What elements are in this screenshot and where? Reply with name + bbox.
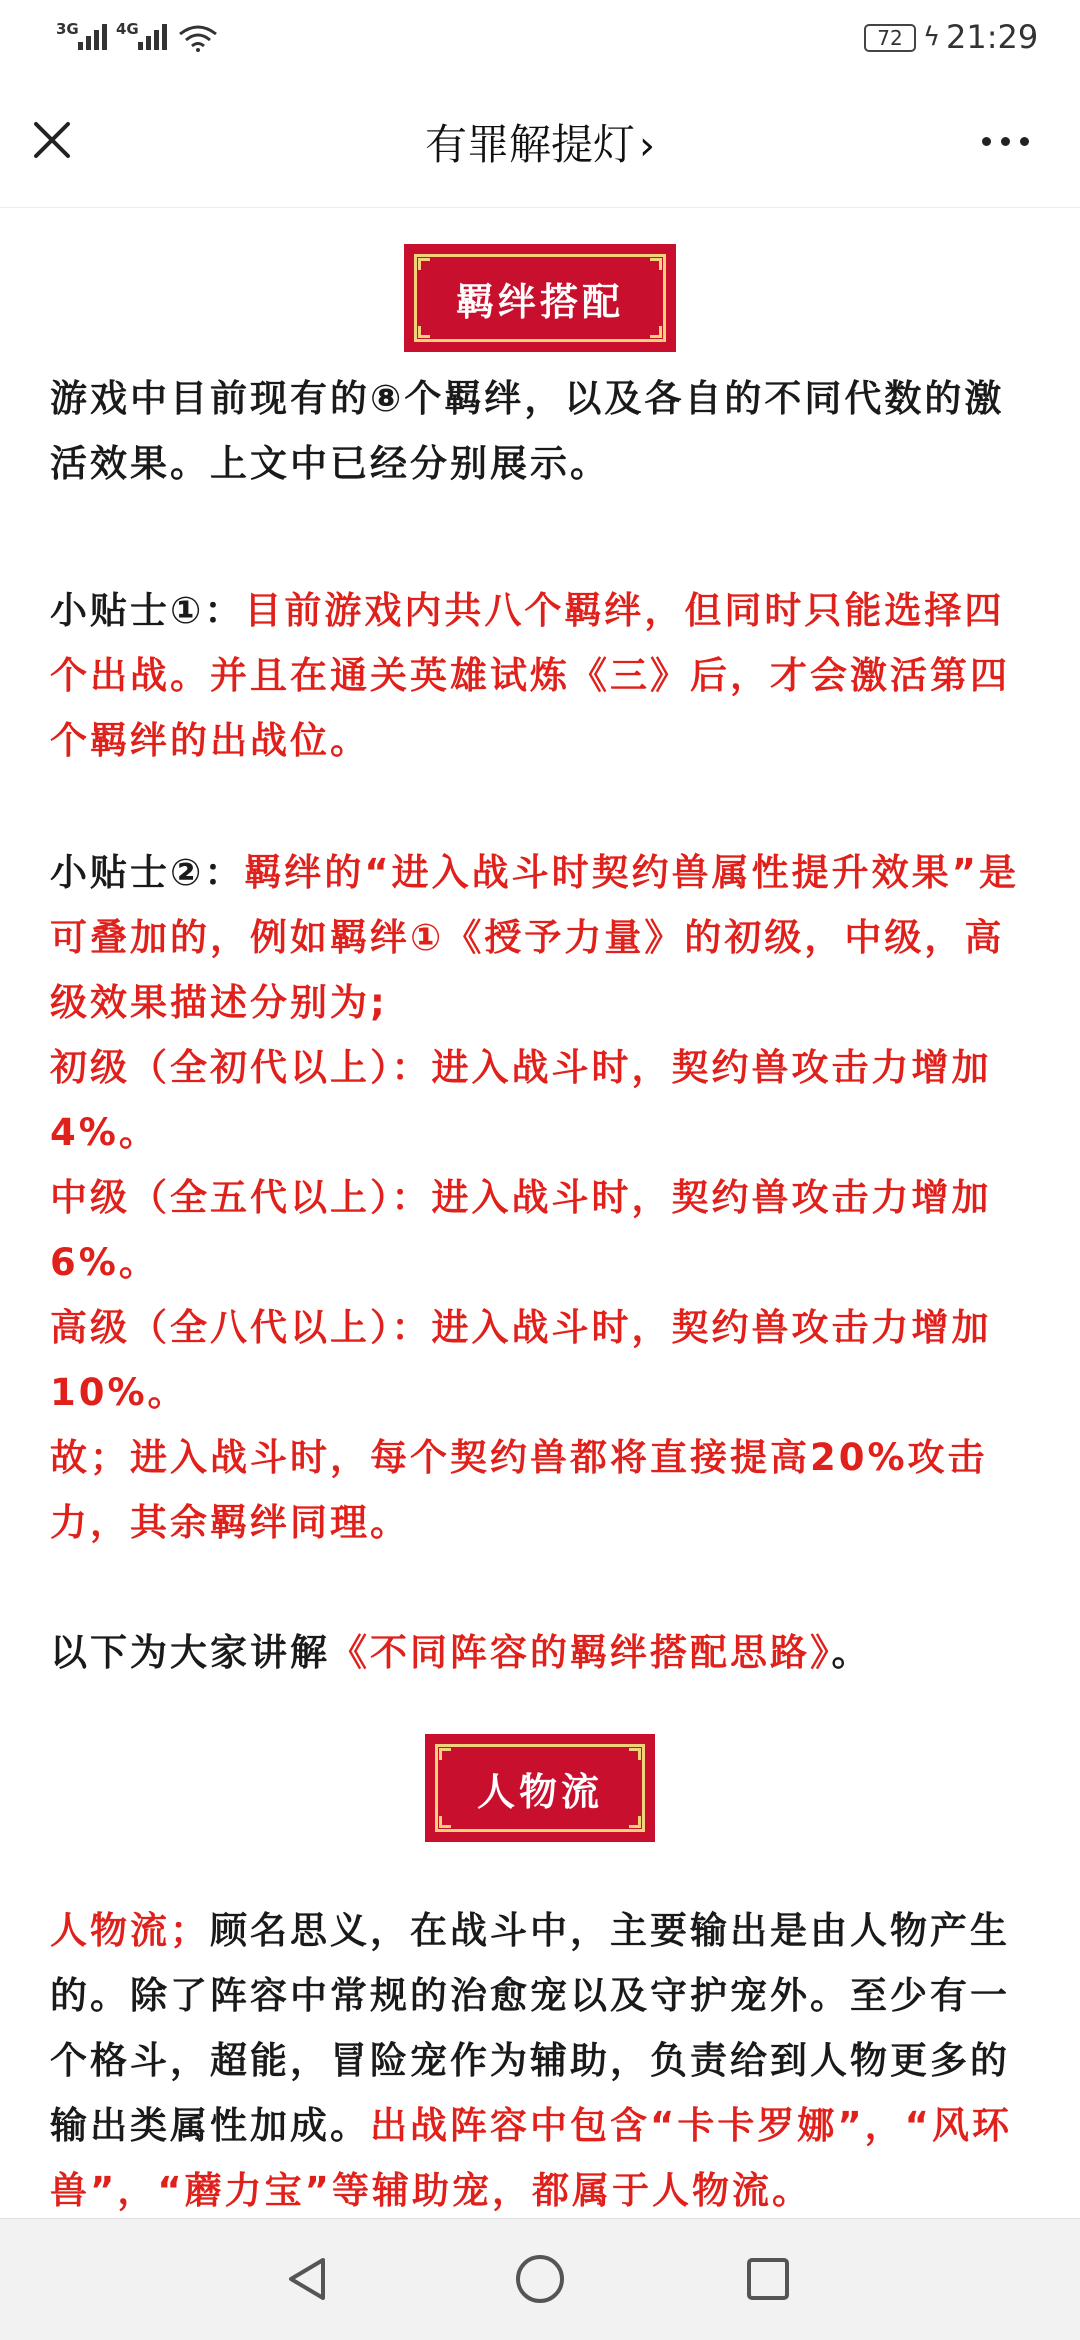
article-content[interactable] [0,208,1080,2218]
renwuliu-highlight: 出战阵容中包含“卡卡罗娜”，“风环兽”，“蘑力宝”等辅助宠，都属于人物流。 [50,2104,1012,2212]
recents-square-icon [743,2254,793,2304]
intro-paragraph: 游戏中目前现有的⑧个羁绊，以及各自的不同代数的激活效果。上文中已经分别展示。 [50,377,1005,485]
charging-icon: ϟ [923,22,941,52]
tip1-text: 目前游戏内共八个羁绊，但同时只能选择四个出战。并且在通关英雄试炼《三》后，才会激活第四个羁绊的出战位。 [50,589,1010,762]
wifi-icon [176,22,220,52]
section-badge-jiban [404,244,676,352]
section-badge-renwuliu [425,1734,655,1842]
battery-indicator: 72 [864,24,916,52]
outro-prefix: 以下为大家讲解 [50,1631,330,1674]
close-icon [32,120,72,160]
outro-highlight: 《不同阵容的羁绊搭配思路》 [330,1631,832,1674]
sim1-signal-icon [56,18,107,50]
sim2-signal-icon [116,18,167,50]
home-button[interactable] [510,2249,570,2309]
title-text: 有罪解提灯 [424,120,635,169]
page-title[interactable] [240,112,840,172]
sim2-label: 4G [116,20,139,38]
system-nav-bar [0,2218,1080,2340]
more-icon [982,137,991,146]
tip2-paragraph [50,840,1034,1035]
tip2-level-1: 初级（全初代以上）：进入战斗时，契约兽攻击力增加4%。 [50,1046,992,1154]
tip2-level-2: 中级（全五代以上）：进入战斗时，契约兽攻击力增加6%。 [50,1176,992,1284]
renwuliu-text: 顾名思义，在战斗中，主要输出是由人物产生的。除了阵容中常规的治愈宠以及守护宠外。至少有一个格斗，超能，冒险宠作为辅助，负责给到人物更多的输出类属性加成。 [50,1909,1010,2147]
outro-paragraph [50,1620,1034,1685]
home-circle-icon [513,2252,567,2306]
close-button[interactable] [22,110,82,170]
clock: 21:29 [946,18,1039,56]
tip2-text: 羁绊的“进入战斗时契约兽属性提升效果”是可叠加的，例如羁绊①《授予力量》的初级，中级，高级效果描述分别为; [50,851,1019,1024]
chevron-right-icon: › [639,123,655,169]
renwuliu-paragraph [50,1898,1034,2218]
section-badge-label: 羁绊搭配 [414,254,666,342]
status-bar [0,0,1080,72]
top-bar [0,72,1080,208]
section-badge-label: 人物流 [435,1744,645,1832]
renwuliu-label: 人物流； [50,1909,210,1952]
back-button[interactable] [278,2249,338,2309]
outro-suffix: 。 [831,1631,872,1674]
sim1-label: 3G [56,20,79,38]
tip2-level-3: 高级（全八代以上）：进入战斗时，契约兽攻击力增加10%。 [50,1306,992,1414]
recents-button[interactable] [738,2249,798,2309]
tip1-label: 小贴士①： [50,589,245,632]
tip2-label: 小贴士②： [50,851,245,894]
tip2-conclusion: 故；进入战斗时，每个契约兽都将直接提高20%攻击力，其余羁绊同理。 [50,1436,988,1544]
tip1-paragraph [50,578,1034,773]
more-button[interactable] [970,116,1040,166]
back-triangle-icon [283,2254,333,2304]
